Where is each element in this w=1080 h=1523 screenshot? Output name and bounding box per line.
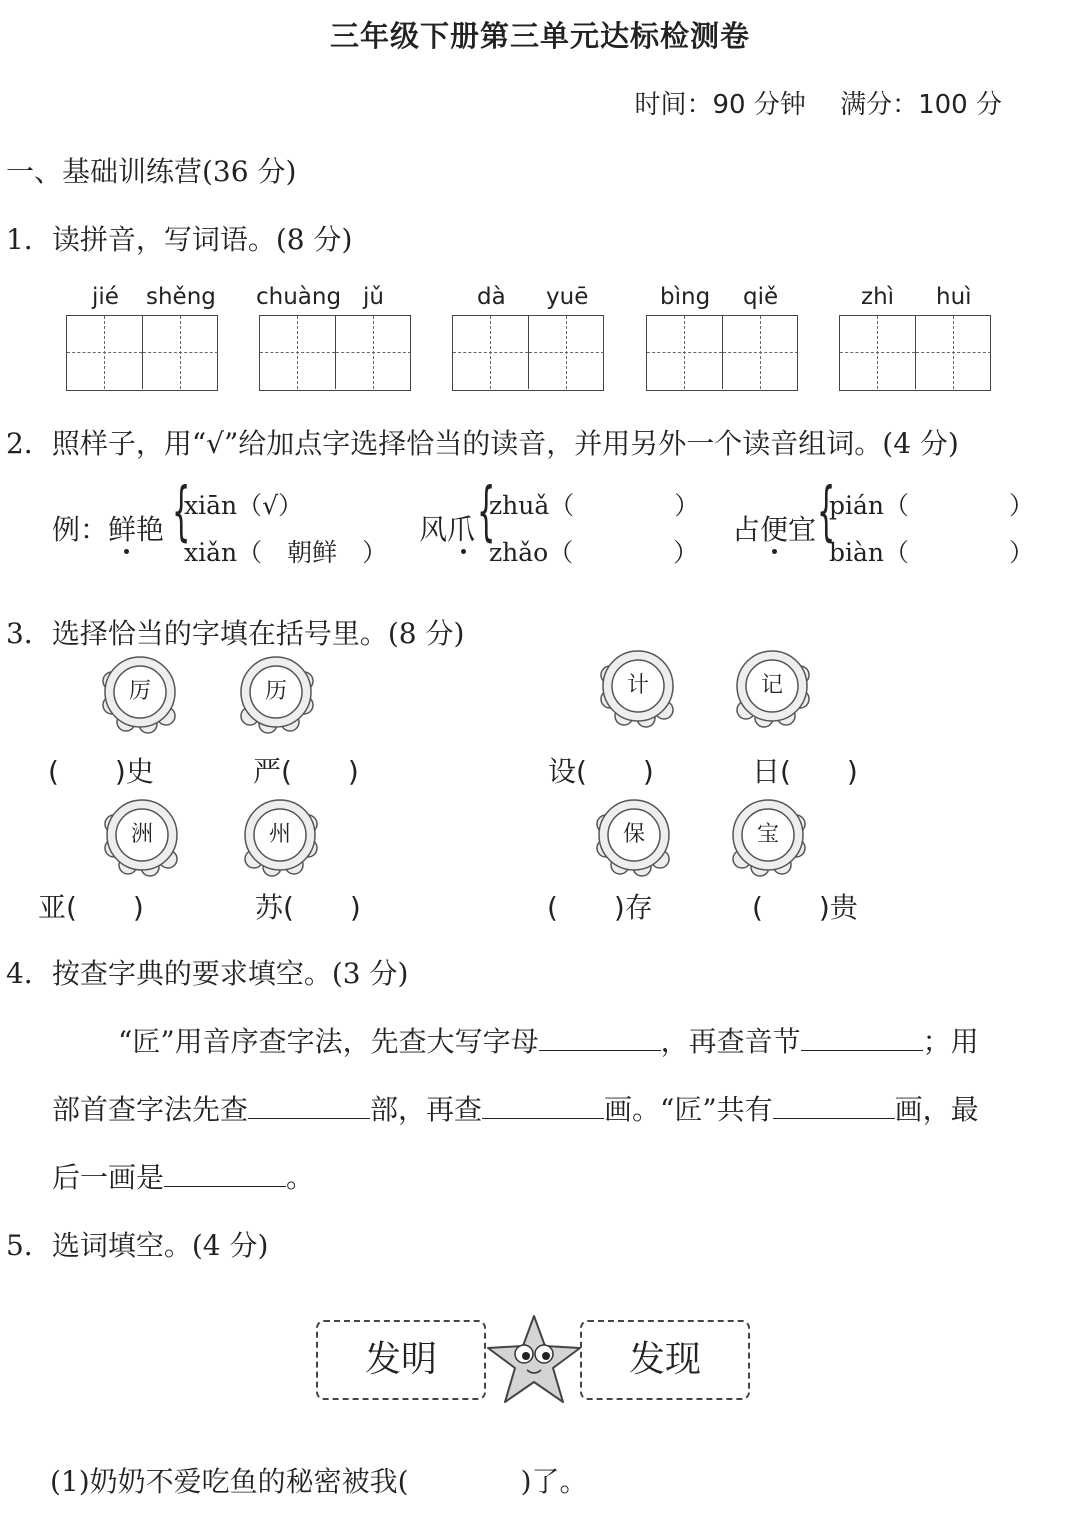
q4-text: 画。“匠”共有: [604, 1093, 773, 1126]
fill-blank[interactable]: 亚( ): [38, 891, 144, 924]
fill-blank[interactable]: 严( ): [253, 755, 359, 788]
brace-icon: {: [817, 475, 836, 549]
word-3: 占便宜: [732, 513, 817, 546]
writing-grid[interactable]: [452, 315, 604, 391]
flower-char: 保: [622, 822, 645, 847]
q4-text: 部，再查: [370, 1093, 483, 1126]
q4-prompt: 4．按查字典的要求填空。(3 分): [6, 957, 409, 990]
flower-char-icon: [722, 797, 808, 883]
answer-blank[interactable]: [248, 1094, 370, 1119]
flower-char: 洲: [130, 822, 153, 847]
pinyin-1a: jié: [92, 284, 119, 310]
flower-char: 厉: [128, 679, 151, 704]
q4-text: 部首查字法先查: [52, 1093, 249, 1126]
pinyin-2b: jǔ: [363, 284, 384, 310]
q1-prompt: 1．读拼音，写词语。(8 分): [6, 223, 353, 256]
answer-blank[interactable]: [773, 1094, 895, 1119]
writing-grid[interactable]: [646, 315, 798, 391]
fill-blank[interactable]: ( )贵: [752, 891, 858, 924]
answer-blank[interactable]: [482, 1094, 604, 1119]
flower-char: 宝: [756, 822, 779, 847]
word-card: 发明: [316, 1320, 486, 1400]
example-reading-2: xiǎn（ 朝鲜 ）: [184, 538, 388, 567]
pinyin-4b: qiě: [743, 284, 779, 310]
fill-blank[interactable]: 苏( ): [255, 891, 361, 924]
flower-char: 记: [760, 673, 783, 698]
q5-sentence-1[interactable]: (1)奶奶不爱吃鱼的秘密被我( )了。: [50, 1465, 588, 1498]
pinyin-4a: bìng: [660, 284, 711, 310]
emphasis-dot: [772, 549, 777, 554]
pinyin-5a: zhì: [861, 284, 895, 310]
q4-text: 画，最: [894, 1093, 979, 1126]
brace-icon: {: [172, 475, 191, 549]
emphasis-dot: [461, 549, 466, 554]
q4-line-3: [52, 1156, 314, 1196]
flower-char: 计: [626, 673, 649, 698]
word-2: 风爪: [419, 513, 476, 546]
brace-icon: {: [477, 475, 496, 549]
q4-text: “匠”用音序查字法，先查大写字母: [118, 1025, 539, 1058]
q3-prompt: 3．选择恰当的字填在括号里。(8 分): [6, 617, 465, 650]
q4-text: ；用: [922, 1025, 979, 1058]
flower-char-icon: [100, 654, 186, 740]
word-3-reading-1[interactable]: pián（ ）: [829, 491, 1035, 520]
flower-char: 州: [268, 822, 291, 847]
writing-grid[interactable]: [259, 315, 411, 391]
flower-char-icon: [102, 797, 188, 883]
word-3-reading-2[interactable]: biàn（ ）: [829, 538, 1035, 567]
pinyin-1b: shěng: [146, 284, 216, 310]
q2-prompt: 2．照样子，用“√”给加点字选择恰当的读音，并用另外一个读音组词。(4 分): [6, 427, 959, 460]
q5-prompt: 5．选词填空。(4 分): [6, 1229, 269, 1262]
fill-blank[interactable]: ( )史: [48, 755, 154, 788]
exam-meta: 时间：90 分钟 满分：100 分: [634, 90, 1002, 120]
q4-text: 后一画是: [52, 1161, 165, 1194]
flower-char-icon: [230, 654, 316, 740]
fill-blank[interactable]: ( )存: [547, 891, 653, 924]
fill-blank[interactable]: 日( ): [752, 755, 858, 788]
section-heading: 一、基础训练营(36 分): [6, 155, 297, 188]
flower-char-icon: [234, 797, 320, 883]
writing-grid[interactable]: [839, 315, 991, 391]
q4-text: 。: [286, 1161, 315, 1194]
q4-text: ，再查音节: [660, 1025, 801, 1058]
q4-line-1: [118, 1020, 979, 1060]
word-card: 发现: [580, 1320, 750, 1400]
answer-blank[interactable]: [539, 1026, 661, 1051]
emphasis-dot: [124, 549, 129, 554]
flower-char-icon: [598, 648, 684, 734]
example-reading-1: xiān（√）: [184, 491, 304, 520]
pinyin-2a: chuàng: [256, 284, 342, 310]
pinyin-3a: dà: [477, 284, 506, 310]
star-mascot-icon: [484, 1312, 584, 1412]
answer-blank[interactable]: [801, 1026, 923, 1051]
pinyin-3b: yuē: [546, 284, 589, 310]
pinyin-5b: huì: [936, 284, 972, 310]
writing-grid[interactable]: [66, 315, 218, 391]
q4-line-2: [52, 1088, 979, 1128]
flower-char-icon: [726, 648, 812, 734]
flower-char-icon: [594, 797, 680, 883]
word-2-reading-2[interactable]: zhǎo（ ）: [489, 538, 699, 567]
example-word: 例：鲜艳: [52, 513, 165, 546]
page-title: 三年级下册第三单元达标检测卷: [329, 19, 750, 53]
fill-blank[interactable]: 设( ): [548, 755, 654, 788]
flower-char: 历: [264, 679, 287, 704]
answer-blank[interactable]: [164, 1162, 286, 1187]
word-2-reading-1[interactable]: zhuǎ（ ）: [489, 491, 700, 520]
